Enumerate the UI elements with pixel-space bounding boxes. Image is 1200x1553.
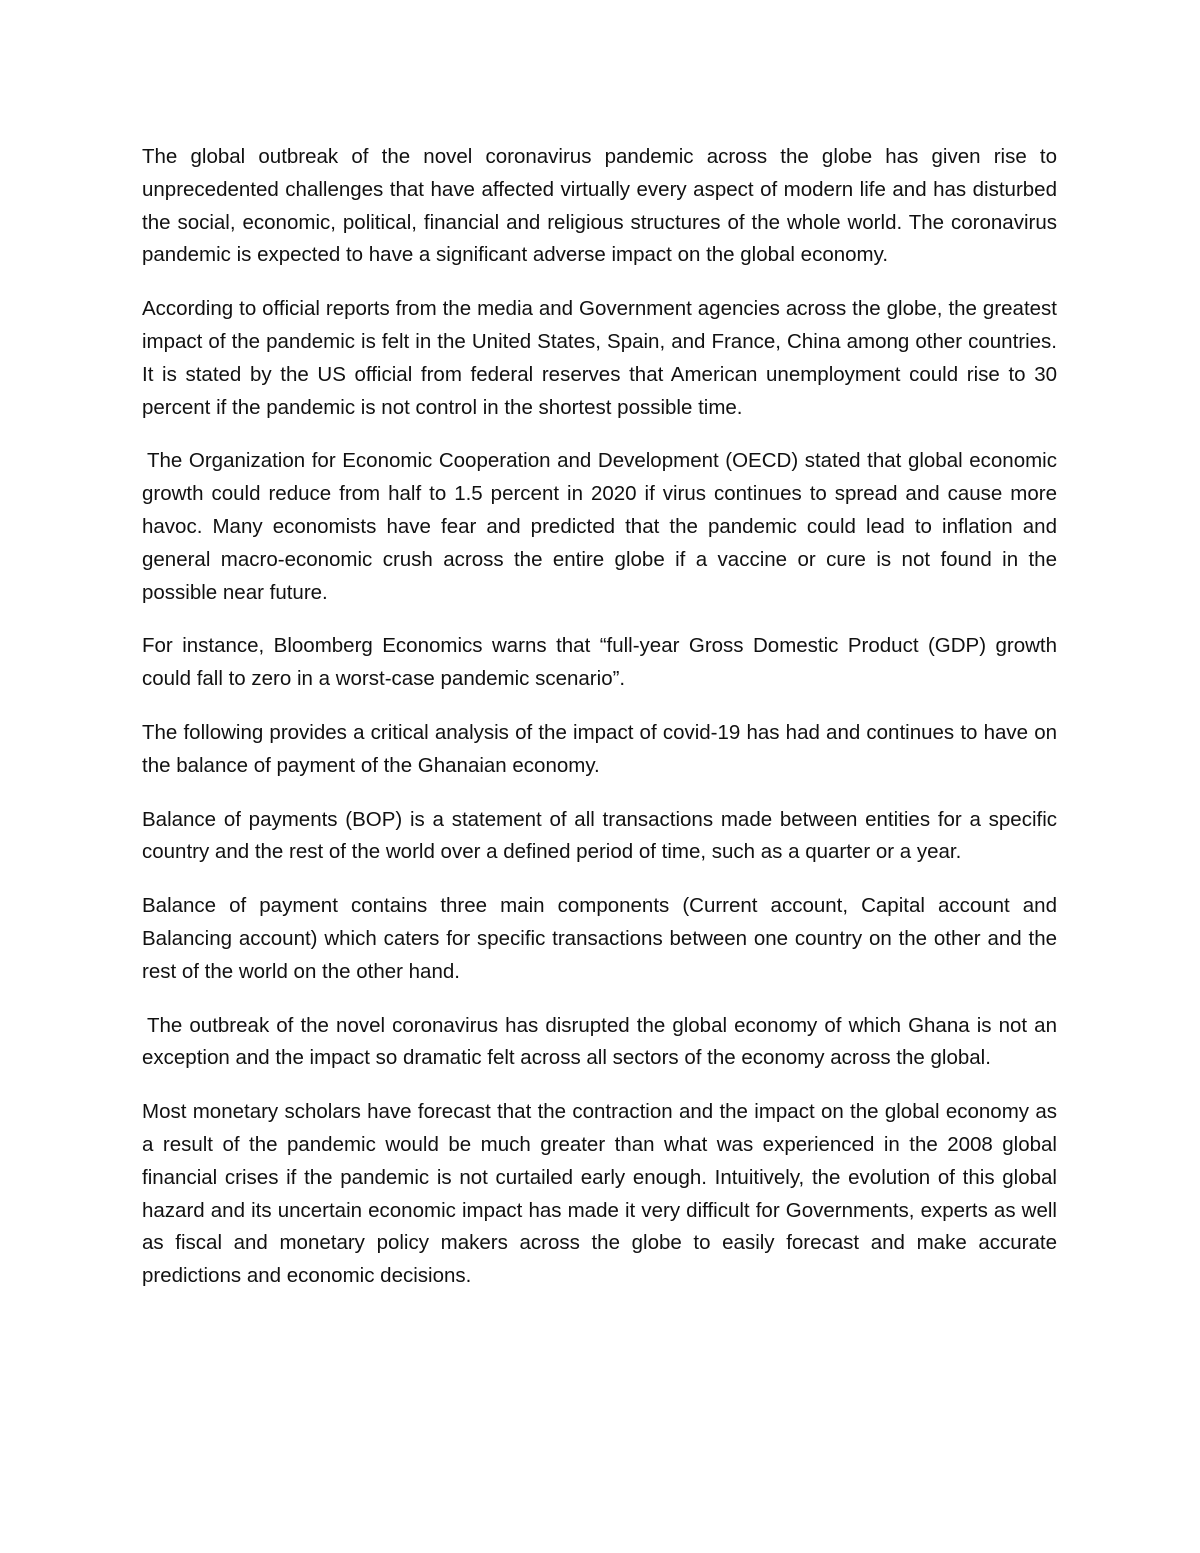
- paragraph-6: Balance of payments (BOP) is a statement of all transactions made between entities for a specific country and the rest of the world over a defined period of time, such as a quarter or a year.: [142, 807, 1057, 864]
- paragraph-7: Balance of payment contains three main components (Current account, Capital account and Balancing account) which caters for specific transactions between one country on the other and the rest of the world on the other hand.: [142, 894, 1057, 983]
- paragraph-5: The following provides a critical analysis of the impact of covid-19 has had and continues to have on the balance of payment of the Ghanaian economy.: [142, 720, 1057, 777]
- paragraph-2: According to official reports from the media and Government agencies across the globe, the greatest impact of the pandemic is felt in the United States, Spain, and France, China among other countries. It is stated by the US official from federal reserves that American unemployment could rise to 30 percent if the pandemic is not control in the shortest possible time.: [142, 297, 1057, 419]
- paragraph-9: Most monetary scholars have forecast that the contraction and the impact on the global economy as a result of the pandemic would be much greater than what was experienced in the 2008 global financial crises if the pandemic is not curtailed early enough. Intuitively, the evolution of this global hazard and its uncertain economic impact has made it very difficult for Governments, experts as well as fiscal and monetary policy makers across the globe to easily forecast and make accurate predictions and economic decisions.: [142, 1100, 1057, 1288]
- paragraph-3: The Organization for Economic Cooperation and Development (OECD) stated that global economic growth could reduce from half to 1.5 percent in 2020 if virus continues to spread and cause more havoc. Many economists have fear and predicted that the pandemic could lead to inflation and general macro-economic crush across the entire globe if a vaccine or cure is not found in the possible near future.: [142, 449, 1057, 604]
- paragraph-1: The global outbreak of the novel coronavirus pandemic across the globe has given rise to unprecedented challenges that have affected virtually every aspect of modern life and has disturbed the social, economic, political, financial and religious structures of the whole world. The coronavirus pandemic is expected to have a significant adverse impact on the global economy.: [142, 145, 1057, 267]
- document-body: [142, 141, 1057, 1314]
- paragraph-4: For instance, Bloomberg Economics warns that “full-year Gross Domestic Product (GDP) growth could fall to zero in a worst-case pandemic scenario”.: [142, 634, 1057, 691]
- paragraph-8: The outbreak of the novel coronavirus has disrupted the global economy of which Ghana is not an exception and the impact so dramatic felt across all sectors of the economy across the global.: [142, 1013, 1057, 1070]
